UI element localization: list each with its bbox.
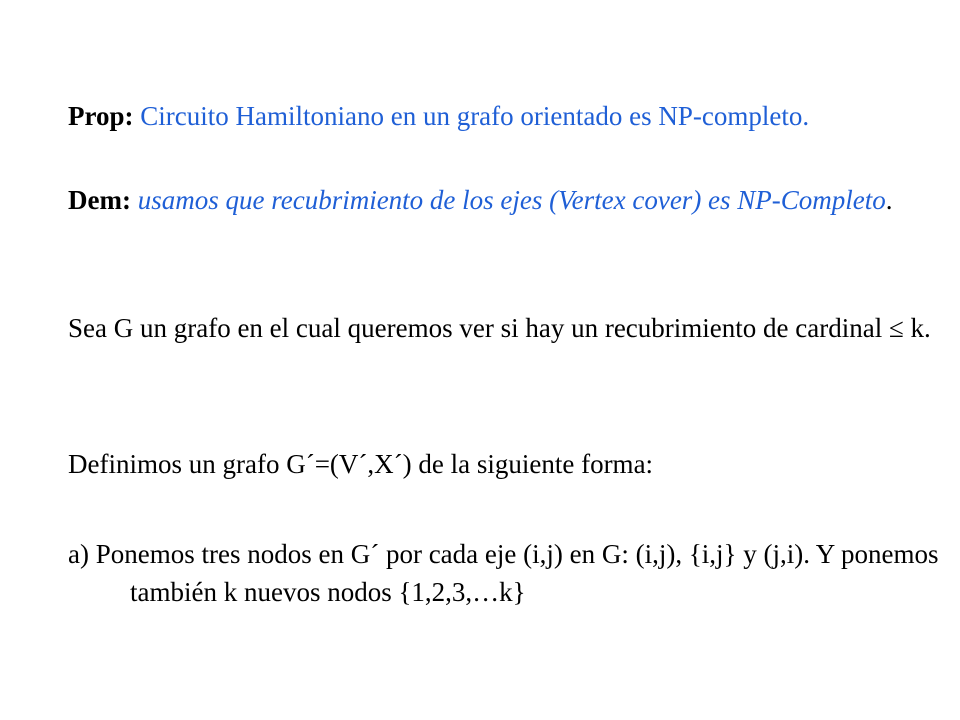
dem-paragraph <box>68 181 960 219</box>
dem-end: . <box>885 185 893 215</box>
dem-text: usamos que recubrimiento de los ejes (Vertex cover) es NP-Completo <box>130 185 886 215</box>
sea-paragraph: Sea G un grafo en el cual queremos ver si hay un recubrimiento de cardinal ≤ k. <box>68 313 931 343</box>
prop-paragraph <box>68 97 960 135</box>
prop-text: Circuito Hamiltoniano en un grafo orientado es NP-completo. <box>133 101 810 131</box>
prop-label: Prop: <box>68 101 134 131</box>
definimos-paragraph: Definimos un grafo G´=(V´,X´) de la siguiente forma: <box>68 449 654 479</box>
dem-label: Dem: <box>68 185 131 215</box>
item-a-paragraph: a) Ponemos tres nodos en G´ por cada eje (i,j) en G: (i,j), {i,j} y (j,i). Y ponemos también k nuevos nodos {1,2,3,…k} <box>68 539 939 607</box>
